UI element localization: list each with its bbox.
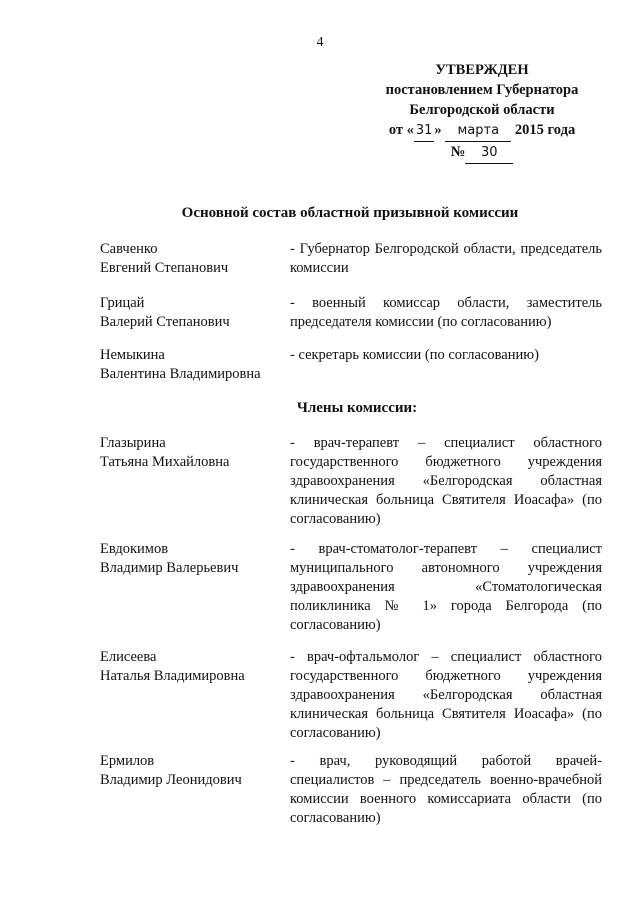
member-role: - врач-терапевт – специалист областного государственного бюджетного учреждения здравоохранения «Белгородская областная клиническая больница Святителя Иоасафа» (по согласованию): [290, 435, 602, 527]
member-name: [100, 294, 285, 332]
member-role: - секретарь комиссии (по согласованию): [290, 347, 539, 363]
member-given-name: Наталья Владимировна: [100, 668, 245, 684]
member-role: - военный комиссар области, заместитель председателя комиссии (по согласованию): [290, 295, 602, 330]
approval-date: [372, 120, 592, 142]
member-given-name: Валентина Владимировна: [100, 366, 261, 382]
document-title: Основной состав областной призывной комиссии: [181, 205, 519, 221]
member-given-name: Валерий Степанович: [100, 314, 230, 330]
member-role: - Губернатор Белгородской области, председатель комиссии: [290, 241, 602, 276]
date-year: 2015 года: [514, 122, 576, 138]
member-given-name: Татьяна Михайловна: [100, 454, 230, 470]
member-surname: Глазырина: [100, 435, 166, 451]
member-given-name: Евгений Степанович: [100, 260, 229, 276]
members-heading: Члены комиссии:: [296, 400, 418, 416]
member-surname: Грицай: [100, 295, 145, 311]
date-day: 31: [414, 121, 435, 142]
member-given-name: Владимир Леонидович: [100, 772, 242, 788]
member-name: [100, 752, 285, 790]
number-value: 30: [465, 143, 513, 164]
approval-stamp: [372, 60, 592, 164]
member-surname: Евдокимов: [100, 541, 169, 557]
date-prefix: от «: [388, 122, 414, 138]
number-label: №: [450, 144, 466, 160]
page-number: 4: [316, 35, 324, 50]
member-role: - врач-офтальмолог – специалист областного государственного бюджетного учреждения здравоохранения «Белгородская областная клиническая больница Святителя Иоасафа» (по согласованию): [290, 649, 602, 741]
member-name: [100, 240, 285, 278]
member-surname: Немыкина: [100, 347, 165, 363]
member-surname: Елисеева: [100, 649, 157, 665]
member-name: [100, 648, 285, 686]
member-role: - врач, руководящий работой врачей-специалистов – председатель военно-врачебной комиссии военного комиссариата области (по согласованию): [290, 753, 602, 826]
member-name: [100, 346, 285, 384]
approval-number: [372, 142, 592, 164]
member-role: - врач-стоматолог-терапевт – специалист муниципального автономного учреждения здравоохранения «Стоматологическая поликлиника № 1» города Белгорода (по согласованию): [290, 541, 602, 633]
approval-title: УТВЕРЖДЕН: [435, 62, 529, 78]
member-given-name: Владимир Валерьевич: [100, 560, 239, 576]
approval-region: Белгородской области: [409, 102, 555, 118]
member-name: [100, 434, 285, 472]
approval-issuer: постановлением Губернатора: [385, 82, 579, 98]
member-name: [100, 540, 285, 578]
date-month: марта: [445, 121, 511, 142]
date-mid: »: [434, 122, 442, 138]
member-surname: Ермилов: [100, 753, 155, 769]
member-surname: Савченко: [100, 241, 158, 257]
